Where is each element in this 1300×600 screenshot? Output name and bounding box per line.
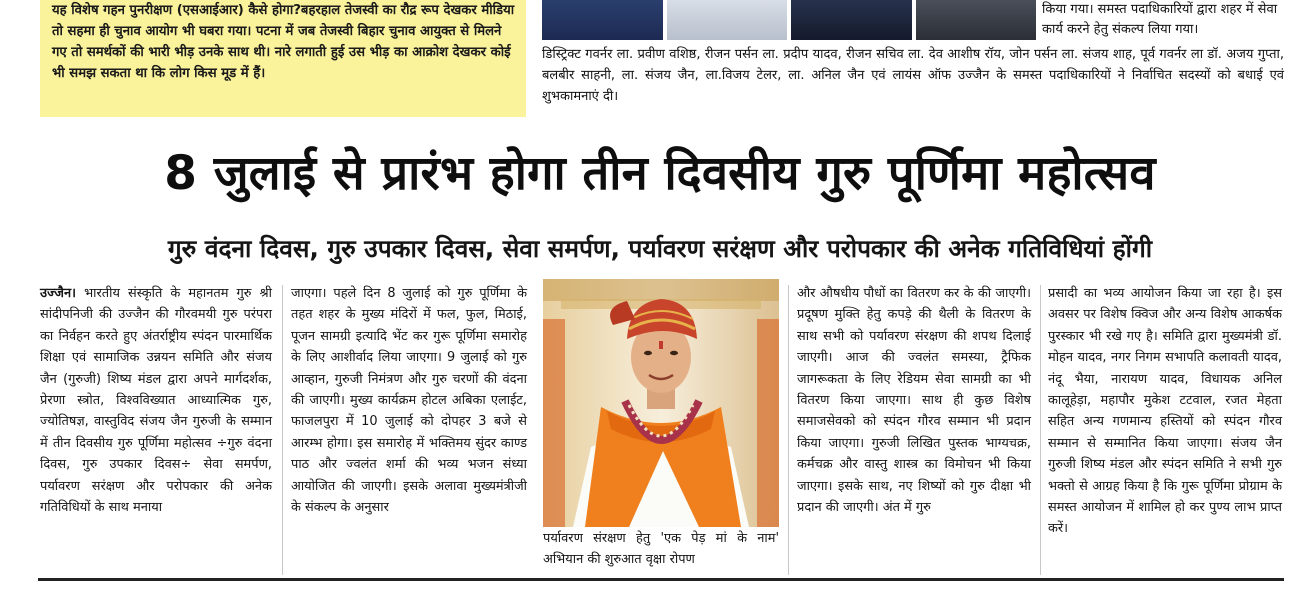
column-divider bbox=[1040, 285, 1041, 575]
article-headline: 8 जुलाई से प्रारंभ होगा तीन दिवसीय गुरु पूर्णिमा महोत्सव bbox=[164, 146, 1156, 201]
top-highlight-text: यह विशेष गहन पुनरीक्षण (एसआईआर) कैसे होगा?बहरहाल तेजस्वी का रौद्र रूप देखकर मीडिया तो सहमा ही चुनाव आयोग भी घबरा गया। पटना में जब तेजस्वी बिहार चुनाव आयुक्त से मिलने गए तो समर्थकों की भारी भीड़ उनके साथ थी। नारे लगाती हुई उस भीड़ का आक्रोश देखकर कोई भी समझ सकता था कि लोग किस मूड में हैं। bbox=[52, 3, 515, 81]
photo-thumb bbox=[791, 0, 912, 40]
column-1-text: भारतीय संस्कृति के महानतम गुरु श्री सांदीपनिजी की उज्जैन की गौरवमयी गुरु परंपरा का निर्वहन करते हुए अंतर्राष्ट्रीय स्पंदन पारमार्थिक शिक्षा एवं सामाजिक उन्नयन समिति और संजय जैन (गुरुजी) शिष्य मंडल द्वारा अपने मार्गदर्शक, प्रेरणा स्त्रोत, विश्वविख्यात आध्यात्मिक गुरु, ज्योतिषज्ञ, वास्तुविद संजय जैन गुरुजी के सम्मान में तीन दिवसीय गुरु पूर्णिमा महोत्सव ÷गुरु वंदना दिवस, गुरु उपकार दिवस÷ सेवा समर्पण, पर्यावरण सरंक्षण और परोपकार की अनेक गतिविधियों के साथ मनाया bbox=[40, 286, 272, 516]
top-photo-strip bbox=[542, 0, 1036, 40]
photo-thumb bbox=[916, 0, 1037, 40]
column-divider bbox=[788, 285, 789, 575]
article-column-3: और औषधीय पौधों का वितरण कर के की जाएगी। प्रदूषण मुक्ति हेतु कपड़े की थैली के वितरण के साथ सभी को पर्यावरण संरक्षण की शपथ दिलाई जाएगी। आज की ज्वलंत समस्या, ट्रैफिक जागरूकता के लिए रेडियम सेवा सामग्री का भी वितरण किया जाएगा। साथ ही कुछ विशेष समाजसेवको को स्पंदन गौरव सम्मान भी प्रदान किया जाएगा। गुरुजी लिखित पुस्तक भाग्यचक्र, कर्मचक्र और वास्तु शास्त्र का विमोचन भी किया जाएगा। इसके साथ, नए शिष्यों को गुरु दीक्षा भी प्रदान की जाएगी। अंत में गुरु bbox=[797, 286, 1031, 516]
top-right-column-text: किया गया। समस्त पदाधिकारियों द्वारा शहर में सेवा कार्य करने हेतु संकल्प लिया गया। bbox=[1042, 2, 1278, 37]
article-subheadline: गुरु वंदना दिवस, गुरु उपकार दिवस, सेवा समर्पण, पर्यावरण सरंक्षण और परोपकार की अनेक गतिविधियां होंगी bbox=[167, 234, 1153, 263]
article-column-1 bbox=[40, 283, 272, 518]
article-photo bbox=[543, 279, 779, 527]
photo-thumb bbox=[667, 0, 788, 40]
photo-caption: पर्यावरण संरक्षण हेतु 'एक पेड़ मां के नाम' अभियान की शुरुआत वृक्षा रोपण bbox=[543, 531, 779, 567]
top-right-paragraph: डिस्ट्रिक्ट गवर्नर ला. प्रवीण वशिष्ठ, रीजन पर्सन ला. प्रदीप यादव, रीजन सचिव ला. देव आशीष रॉय, जोन पर्सन ला. संजय शाह, पूर्व गवर्नर ला डॉ. अजय गुप्ता, बलबीर साहनी, ला. संजय जैन, ला.विजय टेलर, ला. अनिल जैन एवं लायंस ऑफ उज्जैन के समस्त पदाधिकारियों ने निर्वाचित सदस्यों को बधाई एवं शुभकामनाएं दी। bbox=[542, 47, 1284, 104]
bottom-rule bbox=[38, 578, 1284, 581]
article-column-2: जाएगा। पहले दिन 8 जुलाई को गुरु पूर्णिमा के तहत शहर के मुख्य मंदिरों में फल, फुल, मिठाई, पूजन सामग्री इत्यादि भेंट कर गुरू पूर्णिमा समारोह के लिए आशीर्वाद लिया जाएगा। 9 जुलाई को गुरु आव्हान, गुरुजी निमंत्रण और गुरु चरणों की वंदना की जाएगी। मुख्य कार्यक्रम होटल अबिका एलाईट, फाजलपुरा में 10 जुलाई को दोपहर 3 बजे से आरम्भ होगा। इस समारोह में भक्तिमय सुंदर काण्ड पाठ और ज्वलंत शर्मा की भव्य भजन संध्या आयोजित की जाएगी। इसके अलावा मुख्यमंत्रीजी के संकल्प के अनुसार bbox=[291, 286, 527, 516]
column-divider bbox=[282, 285, 283, 575]
portrait-illustration bbox=[543, 279, 779, 527]
dateline: उज्जैन। bbox=[40, 286, 77, 301]
article-column-4: प्रसादी का भव्य आयोजन किया जा रहा है। इस अवसर पर विशेष क्विज और अन्य विशेष आकर्षक पुरस्कार भी रखे गए है। समिति द्वारा मुख्यमंत्री डॉ. मोहन यादव, नगर निगम सभापति कलावती यादव, नंदू भैया, नारायण यादव, विधायक अनिल कालूहेड़ा, महापौर मुकेश टटवाल, रजत मेहता सहित अन्य गणमान्य हस्तियों को स्पंदन गौरव सम्मान से सम्मानित किया जाएगा। संजय जैन गुरुजी शिष्य मंडल और स्पंदन समिति ने सभी गुरु भक्तो से आग्रह किया है कि गुरू पूर्णिमा प्रोग्राम के समस्त आयोजन में शामिल हो कर पुण्य लाभ प्राप्त करें। bbox=[1048, 286, 1282, 537]
photo-thumb bbox=[542, 0, 663, 40]
